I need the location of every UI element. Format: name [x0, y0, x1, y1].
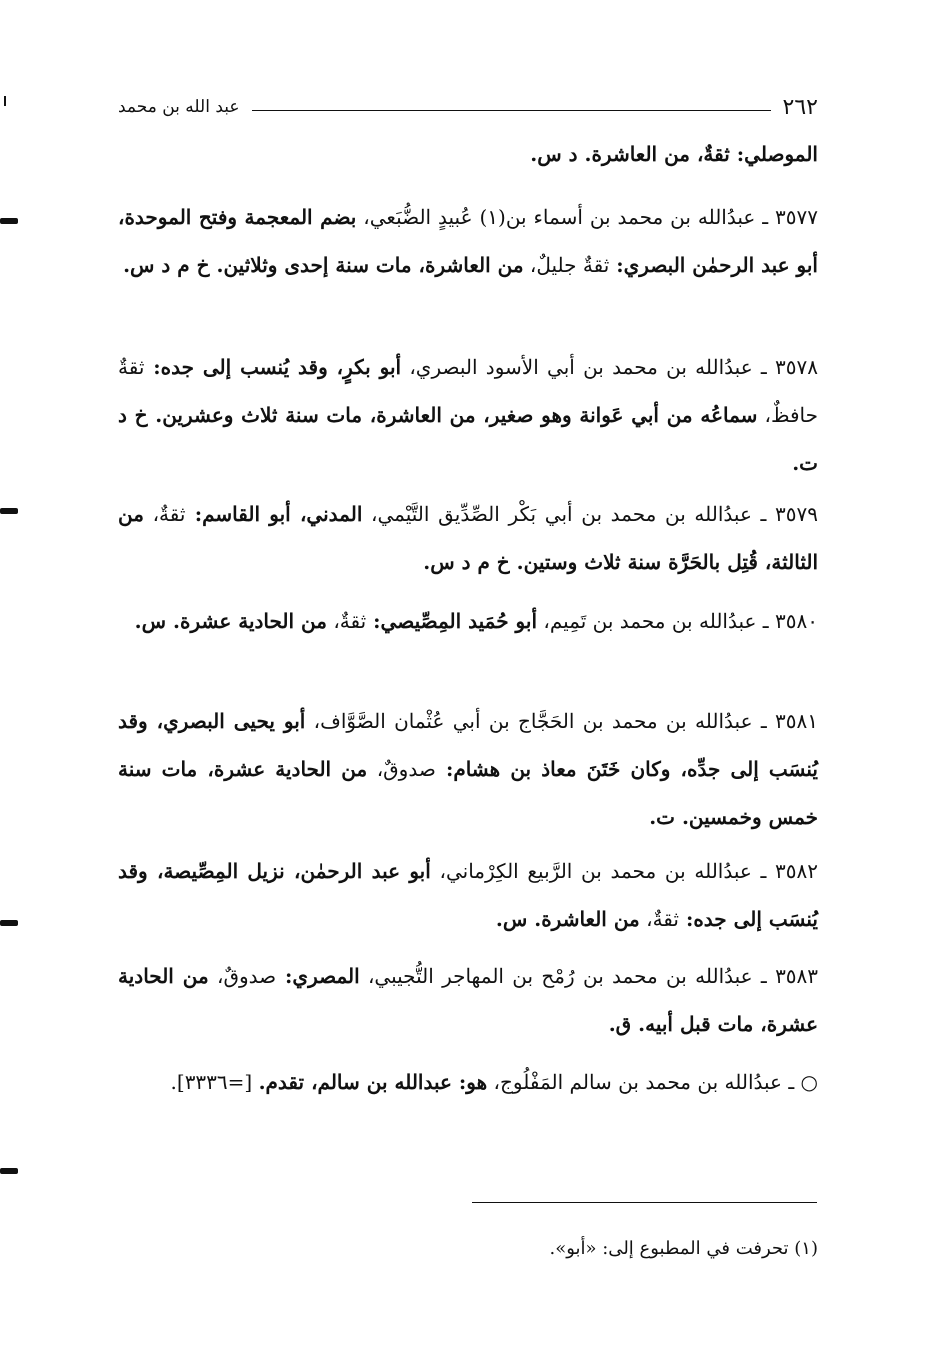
entry-3582: ٣٥٨٢ ـ عبدُالله بن محمد بن الرَّبيع الكِرْماني، أبو عبد الرحمٰن، نزيل المِصِّيصة، وقد يُنسَب إلى جده: ثقةٌ، من العاشرة. س.: [118, 859, 819, 931]
running-title: عبد الله بن محمد: [118, 97, 240, 117]
footnote-rule: [472, 1202, 817, 1203]
entry-3578: ٣٥٧٨ ـ عبدُالله بن محمد بن أبي الأسود البصري، أبو بكرٍ، وقد يُنسب إلى جده: ثقةٌ حافظٌ، سماعُه من أبي عَوانة وهو صغير، من العاشرة، مات سنة ثلاث وعشرين. خ د ت.: [118, 355, 818, 475]
entry-3581: ٣٥٨١ ـ عبدُالله بن محمد بن الحَجَّاج بن أبي عُثْمان الصَّوَّاف، أبو يحيى البصري، وقد يُنسَب إلى جدِّه، وكان خَتَنَ معاذ بن هشام: صدوقٌ، من الحادية عشرة، مات سنة خمس وخمسين. ت.: [118, 709, 819, 829]
entry-cross-reference: ○ ـ عبدُالله بن محمد بن سالم المَفْلُوج، هو: عبدالله بن سالم، تقدم. [=٣٣٣٦].: [170, 1070, 818, 1094]
entry-3580: ٣٥٨٠ ـ عبدُالله بن محمد بن تَمِيم، أبو حُمَيد المِصِّيصي: ثقةٌ، من الحادية عشرة. س.: [134, 609, 818, 633]
footnote: (١) تحرفت في المطبوع إلى: «أبو».: [549, 1238, 818, 1259]
margin-mark: [0, 508, 18, 514]
header-rule: [252, 110, 771, 111]
page-number: ٢٦٢: [782, 94, 818, 120]
entry-continuation: الموصلي: ثقةٌ، من العاشرة. د س.: [530, 142, 818, 166]
entry-3583: ٣٥٨٣ ـ عبدُالله بن محمد بن رُمْح بن المهاجر التُّجيبي، المصري: صدوقٌ، من الحادية عشرة، مات قبل أبيه. ق.: [118, 964, 819, 1036]
entry-3577: ٣٥٧٧ ـ عبدُالله بن محمد بن أسماء بن(١) عُبيدٍ الضُّبَعي، بضم المعجمة وفتح الموحدة، أبو عبد الرحمٰن البصري: ثقةٌ جليلٌ، من العاشرة، مات سنة إحدى وثلاثين. خ م د س.: [118, 205, 819, 277]
scan-speck: [4, 96, 6, 106]
margin-mark: [0, 920, 18, 926]
margin-mark: [0, 1168, 18, 1174]
page-header: [118, 92, 818, 122]
margin-mark: [0, 218, 18, 224]
entry-3579: ٣٥٧٩ ـ عبدُالله بن محمد بن أبي بَكْر الصِّدِّيق التَّيْمي، المدني، أبو القاسم: ثقةٌ، من الثالثة، قُتِل بالحَرَّة سنة ثلاث وستين. خ م د س.: [118, 502, 819, 574]
